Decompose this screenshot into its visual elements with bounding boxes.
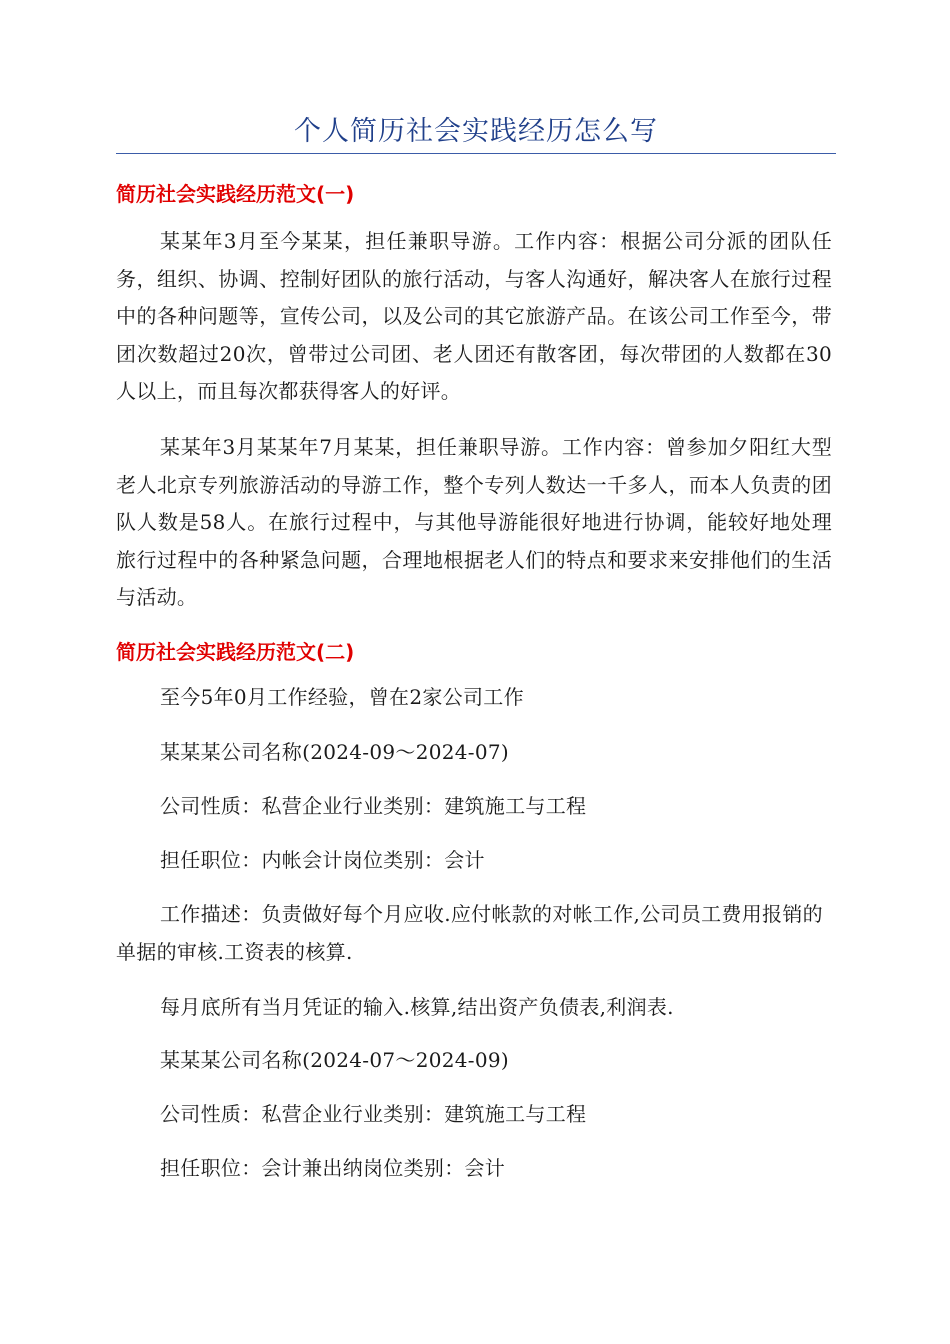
section-heading-2: 简历社会实践经历范文(二) [116, 640, 355, 664]
title-underline [116, 153, 836, 154]
section-2-line-9: 担任职位：会计兼出纳岗位类别：会计 [160, 1156, 506, 1180]
section-1-paragraph-1: 某某年3月至今某某，担任兼职导游。工作内容：根据公司分派的团队任务，组织、协调、控制好团队的旅行活动，与客人沟通好，解决客人在旅行过程中的各种问题等，宣传公司，以及公司的其它旅游产品。在该公司工作至今，带团次数超过20次，曾带过公司团、老人团还有散客团，每次带团的人数都在30人以上，而且每次都获得客人的好评。 [116, 229, 832, 403]
section-2-line-5: 工作描述：负责做好每个月应收.应付帐款的对帐工作,公司员工费用报销的单据的审核.工资表的核算. [116, 902, 823, 964]
section-2-line-6: 每月底所有当月凭证的输入.核算,结出资产负债表,利润表. [160, 995, 674, 1019]
section-2-line-4: 担任职位：内帐会计岗位类别：会计 [160, 848, 485, 872]
section-2-line-8: 公司性质：私营企业行业类别：建筑施工与工程 [160, 1102, 587, 1126]
section-2-line-1: 至今5年0月工作经验，曾在2家公司工作 [160, 685, 524, 709]
section-2-line-7: 某某某公司名称(2024-07～2024-09) [160, 1048, 510, 1072]
section-1-paragraph-2: 某某年3月某某年7月某某，担任兼职导游。工作内容：曾参加夕阳红大型老人北京专列旅游活动的导游工作，整个专列人数达一千多人，而本人负责的团队人数是58人。在旅行过程中，与其他导游能很好地进行协调，能较好地处理旅行过程中的各种紧急问题，合理地根据老人们的特点和要求来安排他们的生活与活动。 [116, 435, 832, 609]
section-heading-1: 简历社会实践经历范文(一) [116, 182, 355, 206]
section-2-line-3: 公司性质：私营企业行业类别：建筑施工与工程 [160, 794, 587, 818]
section-2-line-2: 某某某公司名称(2024-09～2024-07) [160, 740, 510, 764]
document-title: 个人简历社会实践经历怎么写 [294, 116, 658, 147]
